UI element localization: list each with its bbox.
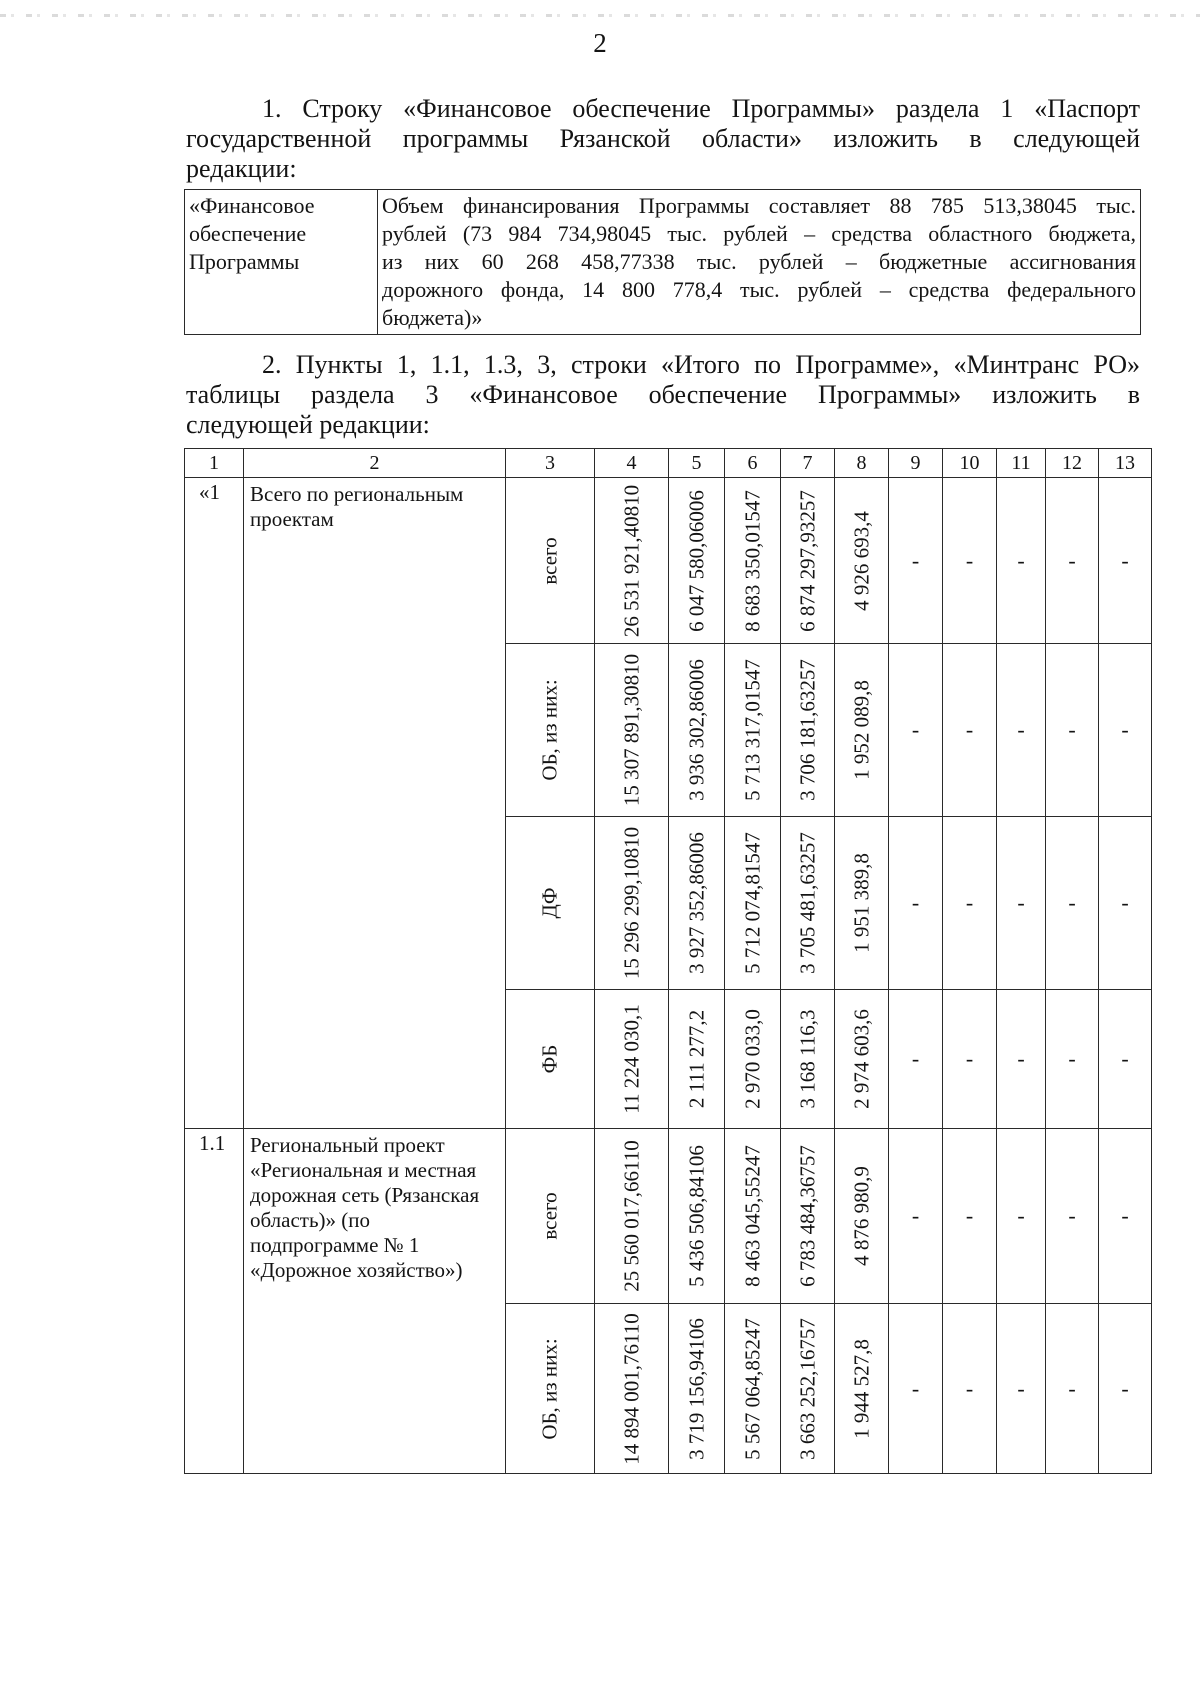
funding-source-label: ФБ: [537, 1044, 562, 1074]
amount-value: 8 683 350,01547: [740, 489, 764, 632]
passport-row: [185, 190, 1141, 335]
amount-cell: [835, 990, 889, 1129]
empty-amount-cell: -: [943, 817, 997, 990]
amount-value: 26 531 921,40810: [619, 484, 643, 637]
empty-amount-cell: -: [1046, 990, 1099, 1129]
amount-value: 1 944 527,8: [849, 1338, 873, 1439]
item-number-cell: «1: [185, 478, 244, 1129]
funding-source-cell: [506, 990, 595, 1129]
empty-amount-cell: -: [943, 1129, 997, 1304]
amount-cell: [595, 990, 669, 1129]
empty-amount-cell: -: [889, 644, 943, 817]
empty-amount-cell: -: [889, 478, 943, 644]
page-number: 2: [593, 28, 607, 58]
amount-value: 2 970 033,0: [740, 1009, 764, 1109]
funding-source-cell: [506, 478, 595, 644]
column-header: 10: [943, 449, 997, 478]
paragraph-2-line: 2. Пункты 1, 1.1, 1.3, 3, строки «Итого по Программе», «Минтранс РО»: [262, 350, 1140, 379]
empty-amount-cell: -: [1046, 644, 1099, 817]
amount-value: 6 783 484,36757: [795, 1145, 819, 1287]
empty-amount-cell: -: [1046, 817, 1099, 990]
amount-value: 3 663 252,16757: [795, 1317, 819, 1460]
column-header: 7: [781, 449, 835, 478]
column-header: 13: [1099, 449, 1152, 478]
amount-cell: [781, 478, 835, 644]
empty-amount-cell: -: [997, 1129, 1046, 1304]
paragraph-2: [186, 350, 1140, 440]
amount-cell: [835, 644, 889, 817]
funding-source-label: всего: [537, 536, 562, 585]
funding-source-cell: [506, 1129, 595, 1304]
amount-value: 5 567 064,85247: [740, 1317, 764, 1460]
column-header: 4: [595, 449, 669, 478]
amount-cell: [725, 644, 781, 817]
amount-cell: [781, 644, 835, 817]
amount-cell: [725, 1304, 781, 1474]
passport-value-line: из них 60 268 458,77338 тыс. рублей – бюджетные ассигнования: [382, 249, 1136, 274]
amount-value: 11 224 030,1: [619, 1004, 643, 1114]
amount-value: 15 296 299,10810: [619, 826, 643, 980]
passport-label-cell: [185, 190, 378, 335]
amount-value: 3 927 352,86006: [684, 832, 708, 974]
amount-cell: [781, 1304, 835, 1474]
amount-value: 5 436 506,84106: [684, 1145, 708, 1287]
amount-cell: [669, 817, 725, 990]
amount-cell: [669, 990, 725, 1129]
funding-source-label: всего: [537, 1192, 562, 1240]
column-header: 2: [244, 449, 506, 478]
passport-value-line: Объем финансирования Программы составляет 88 785 513,38045 тыс.: [382, 193, 1136, 218]
empty-amount-cell: -: [943, 1304, 997, 1474]
financing-table: [184, 448, 1152, 1474]
paragraph-1-line: редакции:: [186, 154, 297, 183]
amount-value: 5 713 317,01547: [740, 659, 764, 801]
item-name-cell: Региональный проект «Региональная и местная дорожная сеть (Рязанская область)» (по подпрограмме № 1 «Дорожное хозяйство»): [244, 1129, 506, 1474]
amount-value: 4 876 980,9: [849, 1166, 873, 1266]
amount-value: 5 712 074,81547: [740, 832, 764, 974]
empty-amount-cell: -: [1099, 817, 1152, 990]
column-header: 12: [1046, 449, 1099, 478]
column-header: 11: [997, 449, 1046, 478]
passport-value-cell: [378, 190, 1141, 335]
funding-source-cell: [506, 817, 595, 990]
column-header: 1: [185, 449, 244, 478]
amount-cell: [835, 1304, 889, 1474]
empty-amount-cell: -: [943, 478, 997, 644]
paragraph-1-line: государственной программы Рязанской области» изложить в следующей: [186, 124, 1140, 153]
column-header: 3: [506, 449, 595, 478]
amount-value: 14 894 001,76110: [619, 1312, 643, 1465]
empty-amount-cell: -: [997, 644, 1046, 817]
amount-cell: [835, 817, 889, 990]
amount-value: 8 463 045,55247: [740, 1145, 764, 1287]
amount-value: 25 560 017,66110: [619, 1140, 643, 1292]
amount-cell: [781, 990, 835, 1129]
paragraph-1: [186, 94, 1140, 184]
amount-cell: [725, 990, 781, 1129]
funding-source-cell: [506, 1304, 595, 1474]
empty-amount-cell: -: [997, 990, 1046, 1129]
table-row: [185, 1129, 1152, 1304]
scan-artifact-line: [0, 14, 1200, 17]
amount-value: 6 874 297,93257: [795, 489, 819, 632]
amount-cell: [595, 1304, 669, 1474]
empty-amount-cell: -: [889, 1304, 943, 1474]
funding-source-label: ОБ, из них:: [537, 1337, 562, 1440]
amount-cell: [669, 644, 725, 817]
passport-label-line: Программы: [189, 249, 300, 274]
amount-value: 6 047 580,06006: [684, 489, 708, 632]
amount-cell: [595, 644, 669, 817]
amount-value: 4 926 693,4: [849, 510, 873, 611]
amount-value: 2 111 277,2: [684, 1009, 708, 1109]
passport-value-line: рублей (73 984 734,98045 тыс. рублей – средства областного бюджета,: [382, 221, 1136, 246]
empty-amount-cell: -: [997, 817, 1046, 990]
amount-value: 1 951 389,8: [849, 853, 873, 953]
passport-value-line: бюджета)»: [382, 305, 483, 330]
amount-value: 15 307 891,30810: [619, 653, 643, 807]
empty-amount-cell: -: [1046, 478, 1099, 644]
column-header: 9: [889, 449, 943, 478]
empty-amount-cell: -: [1099, 478, 1152, 644]
empty-amount-cell: -: [1046, 1129, 1099, 1304]
amount-value: 3 719 156,94106: [684, 1317, 708, 1460]
amount-cell: [781, 1129, 835, 1304]
empty-amount-cell: -: [1099, 1304, 1152, 1474]
amount-cell: [781, 817, 835, 990]
table-row: [185, 478, 1152, 644]
amount-cell: [725, 478, 781, 644]
amount-value: 3 706 181,63257: [795, 659, 819, 801]
amount-cell: [669, 1304, 725, 1474]
empty-amount-cell: -: [1099, 644, 1152, 817]
funding-source-label: ОБ, из них:: [537, 679, 562, 781]
passport-label-line: обеспечение: [189, 221, 307, 246]
empty-amount-cell: -: [997, 478, 1046, 644]
amount-value: 2 974 603,6: [849, 1009, 873, 1109]
empty-amount-cell: -: [943, 990, 997, 1129]
empty-amount-cell: -: [997, 1304, 1046, 1474]
funding-source-label: ДФ: [537, 887, 562, 919]
passport-label-line: «Финансовое: [189, 193, 315, 218]
amount-cell: [725, 817, 781, 990]
empty-amount-cell: -: [889, 1129, 943, 1304]
empty-amount-cell: -: [889, 990, 943, 1129]
amount-value: 3 705 481,63257: [795, 832, 819, 974]
amount-cell: [595, 478, 669, 644]
amount-cell: [725, 1129, 781, 1304]
empty-amount-cell: -: [1099, 1129, 1152, 1304]
item-number-cell: 1.1: [185, 1129, 244, 1474]
item-name-cell: Всего по региональным проектам: [244, 478, 506, 1129]
paragraph-2-line: таблицы раздела 3 «Финансовое обеспечение Программы» изложить в: [186, 380, 1140, 409]
amount-cell: [835, 1129, 889, 1304]
empty-amount-cell: -: [889, 817, 943, 990]
table-header-row: [185, 449, 1152, 478]
passport-table: [184, 189, 1141, 335]
amount-cell: [595, 817, 669, 990]
amount-value: 1 952 089,8: [849, 680, 873, 780]
passport-value-line: дорожного фонда, 14 800 778,4 тыс. рублей – средства федерального: [382, 277, 1136, 302]
amount-cell: [835, 478, 889, 644]
empty-amount-cell: -: [943, 644, 997, 817]
funding-source-cell: [506, 644, 595, 817]
column-header: 6: [725, 449, 781, 478]
amount-cell: [669, 478, 725, 644]
amount-value: 3 936 302,86006: [684, 659, 708, 801]
amount-value: 3 168 116,3: [795, 1009, 819, 1109]
column-header: 8: [835, 449, 889, 478]
column-header: 5: [669, 449, 725, 478]
empty-amount-cell: -: [1099, 990, 1152, 1129]
amount-cell: [669, 1129, 725, 1304]
amount-cell: [595, 1129, 669, 1304]
paragraph-1-line: 1. Строку «Финансовое обеспечение Программы» раздела 1 «Паспорт: [262, 94, 1140, 123]
paragraph-2-line: следующей редакции:: [186, 410, 430, 439]
empty-amount-cell: -: [1046, 1304, 1099, 1474]
